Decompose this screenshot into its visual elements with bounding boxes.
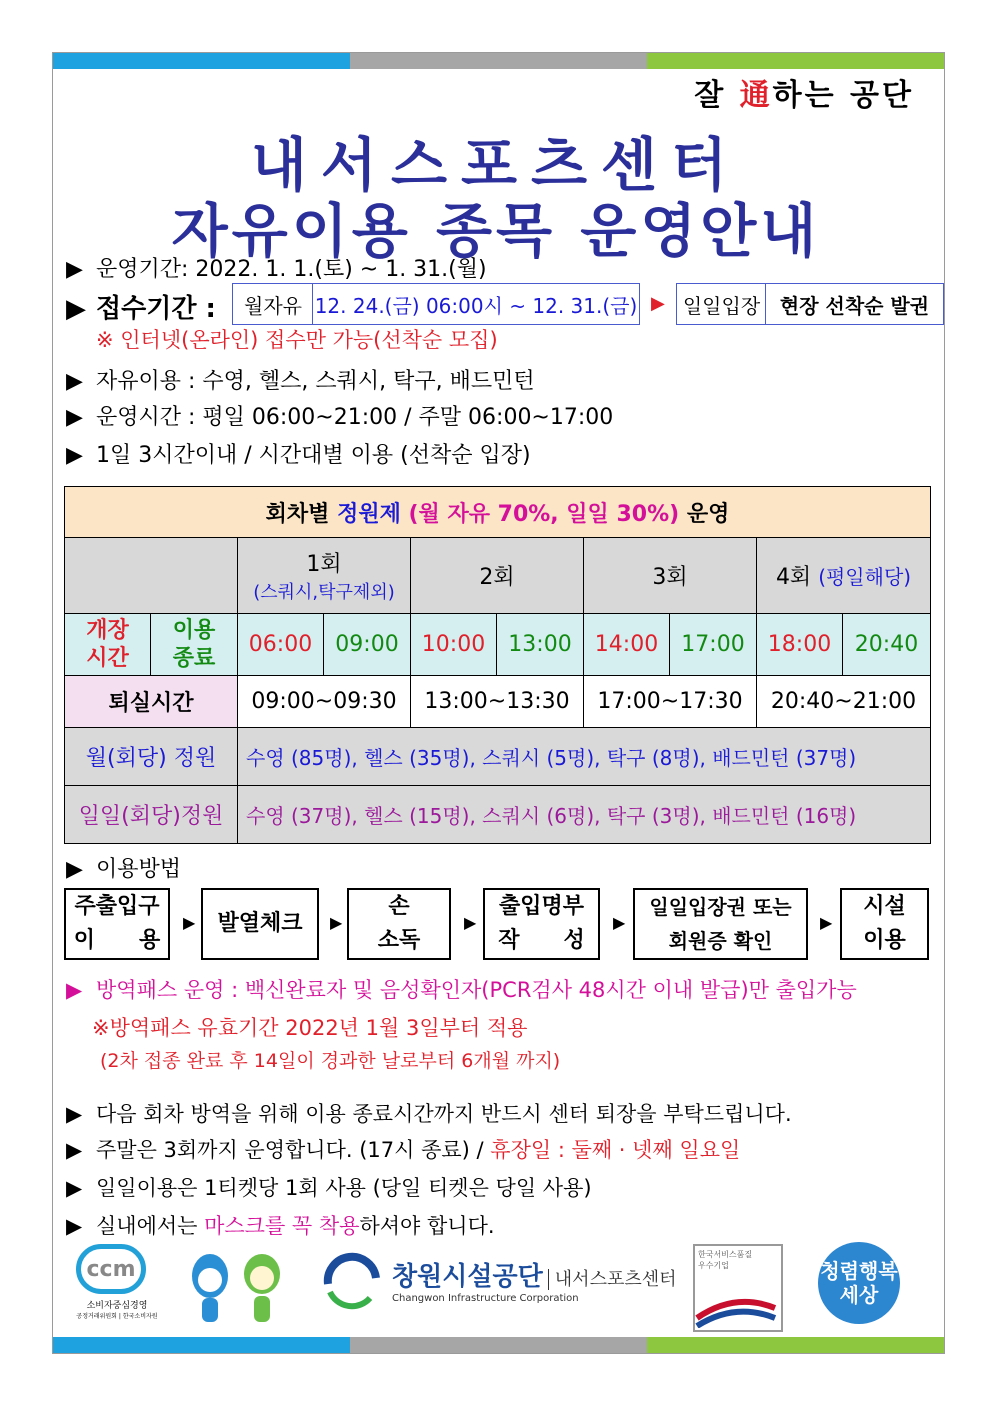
period-line: ▶ 운영기간: 2022. 1. 1.(토) ~ 1. 31.(월) (66, 257, 487, 282)
org-logo: 창원시설공단 내서스포츠센터 Changwon Infrastructure Corporation (392, 1262, 677, 1304)
title-line1: 내서스포츠센터 (250, 131, 742, 199)
monthly-quota-label: 월(회당) 정원 (65, 728, 238, 786)
triangle-icon: ▶ (66, 257, 83, 282)
pass-line1: ▶ 방역패스 운영 : 백신완료자 및 음성확인자(PCR검사 48시간 이내 발급)만 출입가능 (66, 978, 857, 1002)
session-1-end: 09:00 (324, 614, 411, 676)
flow-step-entrance: 주출입구 이 용 (64, 888, 170, 960)
triangle-icon: ▶ (66, 857, 83, 882)
monthly-period-box: 12. 24.(금) 06:00시 ~ 12. 31.(금) (312, 283, 640, 325)
session-4-header: 4회 (평일해당) (757, 538, 931, 614)
triangle-icon: ▶ (66, 1176, 83, 1200)
daily-quota-value: 수영 (37명), 헬스 (15명), 스쿼시 (6명), 탁구 (3명), 배드민턴 (16명) (238, 786, 931, 844)
note-3: ▶ 일일이용은 1티켓당 1회 사용 (당일 티켓은 당일 사용) (66, 1176, 592, 1200)
table-header: 회차별 정원제 (월 자유 70%, 일일 30%) 운영 (65, 487, 931, 538)
note-4: ▶ 실내에서는 마스크를 꼭 착용하셔야 합니다. (66, 1214, 495, 1238)
triangle-icon: ▶ (66, 1102, 83, 1126)
session-2-end: 13:00 (497, 614, 584, 676)
triangle-icon: ▶ (66, 294, 86, 324)
pass-line3: (2차 접종 완료 후 14일이 경과한 날로부터 6개월 까지) (100, 1050, 561, 1072)
red-arrow-icon: ▶ (651, 293, 665, 314)
health-happiness-icon (320, 1252, 384, 1320)
ks-quality-badge: 한국서비스품질 우수기업 (693, 1244, 783, 1332)
method-label: ▶ 이용방법 (66, 857, 182, 882)
pass-line2: ※방역패스 유효기간 2022년 1월 3일부터 적용 (92, 1016, 528, 1040)
session-1-exit: 09:00~09:30 (238, 676, 411, 728)
end-time-label: 이용 종료 (151, 614, 238, 676)
flow-step-facility-use: 시설 이용 (840, 888, 929, 960)
flow-arrow-icon: ▶ (183, 913, 196, 932)
session-2-header: 2회 (411, 538, 584, 614)
flow-arrow-icon: ▶ (330, 913, 343, 932)
session-1-header: 1회 (스쿼시,탁구제외) (238, 538, 411, 614)
session-2-open: 10:00 (411, 614, 497, 676)
flow-step-sanitize: 손 소독 (347, 888, 451, 960)
free-use-line: ▶ 자유이용 : 수영, 헬스, 스쿼시, 탁구, 배드민턴 (66, 369, 535, 394)
title-line2: 자유이용 종목 운영안내 (171, 197, 821, 265)
triangle-icon: ▶ (66, 1138, 83, 1162)
flow-arrow-icon: ▶ (820, 913, 833, 932)
flow-step-register: 출입명부 작 성 (483, 888, 600, 960)
session-4-open: 18:00 (757, 614, 843, 676)
monthly-quota-value: 수영 (85명), 헬스 (35명), 스쿼시 (5명), 탁구 (8명), 배드민턴 (37명) (238, 728, 931, 786)
reception-label: ▶ 접수기간 : (66, 294, 216, 324)
flow-step-fever-check: 발열체크 (201, 888, 319, 960)
hours-line: ▶ 운영시간 : 평일 06:00~21:00 / 주말 06:00~17:00 (66, 405, 614, 430)
triangle-icon: ▶ (66, 443, 83, 468)
session-4-end: 20:40 (843, 614, 931, 676)
mascot-icon (182, 1246, 294, 1330)
note-2: ▶ 주말은 3회까지 운영합니다. (17시 종료) / 휴장일 : 둘째 · 넷째 일요일 (66, 1138, 741, 1162)
note-1: ▶ 다음 회차 방역을 위해 이용 종료시간까지 반드시 센터 퇴장을 부탁드립니다. (66, 1102, 792, 1126)
flow-step-ticket-check: 일일입장권 또는 회원증 확인 (633, 888, 808, 960)
daily-label-box: 일일입장 (676, 283, 767, 325)
triangle-icon: ▶ (66, 1214, 83, 1238)
slogan: 잘 通하는 공단 (694, 78, 914, 113)
exit-time-label: 퇴실시간 (65, 676, 238, 728)
session-1-open: 06:00 (238, 614, 324, 676)
daily-quota-label: 일일(회당)정원 (65, 786, 238, 844)
session-4-exit: 20:40~21:00 (757, 676, 931, 728)
flow-arrow-icon: ▶ (464, 913, 477, 932)
session-2-exit: 13:00~13:30 (411, 676, 584, 728)
triangle-icon: ▶ (66, 369, 83, 394)
session-3-open: 14:00 (584, 614, 670, 676)
session-3-end: 17:00 (670, 614, 757, 676)
session-3-exit: 17:00~17:30 (584, 676, 757, 728)
schedule-table (64, 486, 931, 844)
limit-line: ▶ 1일 3시간이내 / 시간대별 이용 (선착순 입장) (66, 443, 531, 468)
triangle-icon: ▶ (66, 978, 83, 1002)
open-time-label: 개장 시간 (65, 614, 151, 676)
reception-note: ※ 인터넷(온라인) 접수만 가능(선착순 모집) (96, 328, 498, 352)
corner-cell (65, 538, 238, 614)
bottom-color-bar (53, 1337, 944, 1353)
flow-arrow-icon: ▶ (613, 913, 626, 932)
monthly-label-box: 월자유 (232, 283, 314, 325)
session-3-header: 3회 (584, 538, 757, 614)
triangle-icon: ▶ (66, 405, 83, 430)
ccm-logo: ccm 소비자중심경영 공정거래위원회 | 한국소비자원 (72, 1244, 162, 1334)
integrity-badge: 청렴행복 세상 (818, 1242, 900, 1324)
daily-value-box: 현장 선착순 발권 (765, 283, 944, 325)
